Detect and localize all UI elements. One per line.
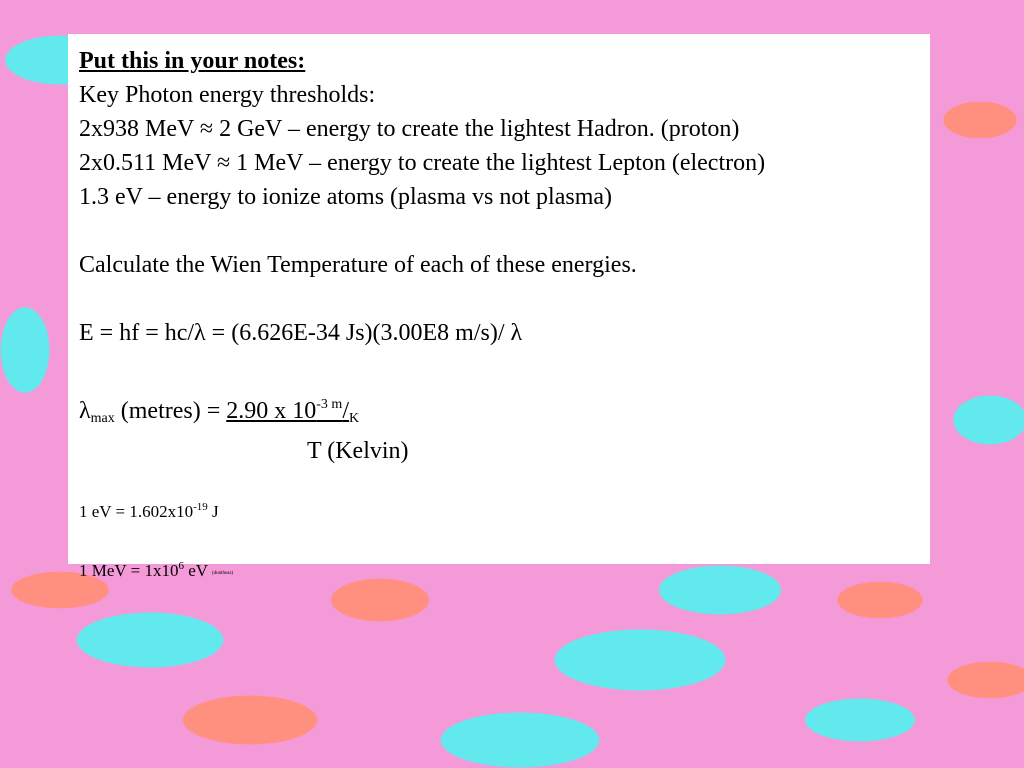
instruction-text: Calculate the Wien Temperature of each of these energies.	[79, 252, 637, 278]
wien-formula	[79, 388, 930, 436]
wien-numerator	[226, 398, 359, 424]
spacer	[79, 466, 930, 494]
mev-suffix: eV	[183, 561, 212, 580]
wien-denominator: T (Kelvin)	[307, 438, 409, 464]
wien-slash: /	[342, 398, 349, 424]
mev-exponent: 6	[178, 560, 184, 572]
threshold-hadron: 2x938 MeV ≈ 2 GeV – energy to create the lightest Hadron. (proton)	[79, 116, 740, 142]
ev-prefix: 1 eV = 1.602x10	[79, 502, 194, 521]
ev-suffix: J	[207, 502, 219, 521]
spacer	[79, 350, 930, 384]
threshold-ionize: 1.3 eV – energy to ionize atoms (plasma vs not plasma)	[79, 184, 613, 210]
lambda-subscript: max	[90, 411, 115, 426]
wien-constant: 2.90 x 10	[226, 398, 317, 424]
wien-exponent: -3 m	[316, 397, 343, 412]
lambda-symbol: λ	[79, 398, 91, 424]
mev-tiny-note: (dunthuss)	[211, 571, 234, 576]
spacer	[79, 525, 930, 553]
threshold-lepton: 2x0.511 MeV ≈ 1 MeV – energy to create the lightest Lepton (electron)	[79, 150, 766, 176]
mev-conversion	[79, 553, 930, 587]
notes-heading: Put this in your notes:	[79, 48, 306, 74]
mev-prefix: 1 MeV = 1x10	[79, 561, 179, 580]
notes-box	[68, 34, 930, 580]
ev-exponent: -19	[193, 501, 208, 513]
spacer	[79, 214, 930, 248]
wien-lhs: (metres) =	[114, 398, 227, 424]
thresholds-intro: Key Photon energy thresholds:	[79, 82, 376, 108]
energy-equation: E = hf = hc/λ = (6.626E-34 Js)(3.00E8 m/s)/ λ	[79, 320, 523, 346]
wien-unit-k: K	[348, 411, 360, 426]
spacer	[79, 282, 930, 316]
ev-conversion	[79, 494, 930, 525]
